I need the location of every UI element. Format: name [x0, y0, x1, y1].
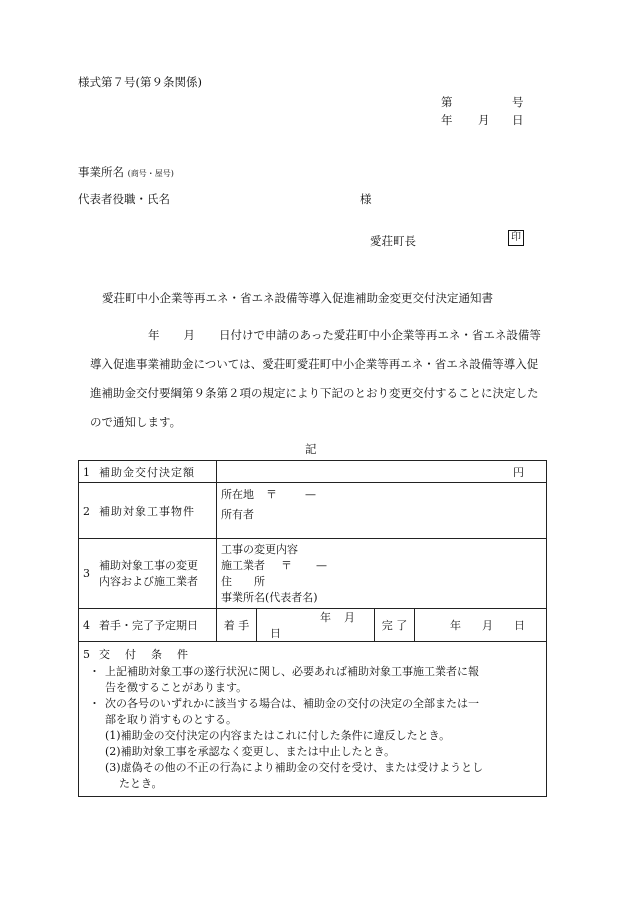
complete-month: 月 — [482, 619, 493, 632]
doc-date-year: 年 — [441, 113, 453, 127]
body-month: 月 — [183, 328, 195, 342]
bullet-2-line-1: 次の各号のいずれかに該当する場合は、補助金の交付の決定の全部または一 — [105, 697, 479, 710]
body-line-2: 導入促進事業補助金については、愛荘町愛荘町中小企業等再エネ・省エネ設備等導入促 — [90, 357, 539, 371]
work-change-content-label: 工事の変更内容 — [221, 543, 298, 556]
body-line-1-rest: 日付けで申請のあった愛荘町中小企業等再エネ・省エネ設備等 — [219, 328, 541, 342]
grant-amount-label: 補助金交付決定額 — [99, 465, 195, 479]
condition-item-1: (1)補助金の交付決定の内容またはこれに付した条件に違反したとき。 — [105, 729, 451, 742]
body-line-4: ので通知します。 — [90, 415, 182, 429]
details-table — [78, 460, 547, 797]
issuer-name: 愛荘町長 — [370, 234, 416, 248]
ki-label: 記 — [305, 442, 317, 456]
rep-title: 代表者役職・氏名 — [78, 192, 170, 206]
recipient-office-name — [78, 164, 174, 180]
bullet-mark: ・ — [89, 697, 100, 710]
condition-item-3: (3)虚偽その他の不正の行為により補助金の交付を受け、または受けようとし — [105, 761, 484, 774]
complete-date-field[interactable] — [415, 609, 547, 642]
postal-dash: — — [316, 559, 327, 572]
start-year: 年 — [320, 611, 331, 624]
doc-number-dai: 第 — [441, 95, 453, 109]
bullet-2-line-2: 部を取り消すものとする。 — [105, 713, 237, 726]
body-paragraph — [90, 321, 560, 437]
row-number: 5 — [83, 648, 90, 661]
doc-number-go: 号 — [512, 95, 524, 109]
start-label: 着 手 — [217, 609, 257, 642]
honorific: 様 — [360, 192, 372, 206]
change-content-label-1: 補助対象工事の変更 — [99, 558, 198, 572]
yen-unit: 円 — [513, 465, 524, 479]
condition-item-2: (2)補助対象工事を承認なく変更し、または中止したとき。 — [105, 745, 396, 758]
condition-bullet-2 — [83, 696, 542, 712]
condition-bullet-1 — [83, 664, 542, 680]
bullet-mark: ・ — [89, 665, 100, 678]
doc-date-month: 月 — [478, 113, 490, 127]
row-schedule — [79, 609, 547, 642]
body-line-3: 進補助金交付要綱第９条第２項の規定により下記のとおり変更交付することに決定した — [90, 386, 539, 400]
postal-mark: 〒 — [281, 559, 292, 572]
row-target-property — [79, 483, 547, 539]
row-number: 2 — [83, 504, 90, 518]
doc-date-day: 日 — [512, 113, 524, 127]
bullet-1-line-1: 上記補助対象工事の遂行状況に関し、必要あれば補助対象工事施工業者に報 — [105, 665, 479, 678]
postal-mark: 〒 — [266, 488, 277, 501]
bullet-1-line-2: 告を徴することがあります。 — [105, 681, 248, 694]
change-content-label-2: 内容および施工業者 — [99, 574, 198, 588]
complete-day: 日 — [514, 619, 525, 632]
seal-stamp: 印 — [508, 230, 524, 246]
row-number: 3 — [83, 567, 90, 580]
change-content-field[interactable] — [217, 539, 547, 609]
conditions-label: 交 付 条 件 — [99, 648, 190, 661]
owner-label: 所有者 — [221, 508, 254, 521]
body-year: 年 — [148, 328, 160, 342]
body-line-1 — [90, 321, 560, 350]
row-number: 4 — [83, 619, 90, 632]
row-conditions — [79, 642, 547, 797]
start-day: 日 — [270, 627, 281, 640]
start-date-field[interactable] — [257, 609, 375, 642]
location-label: 所在地 — [221, 488, 254, 501]
condition-item-3-line-2: たとき。 — [119, 777, 163, 790]
target-property-label: 補助対象工事物件 — [99, 504, 195, 518]
schedule-label: 着手・完了予定期日 — [99, 619, 198, 632]
office-name-note: (商号・屋号) — [127, 169, 174, 178]
row-grant-amount — [79, 461, 547, 483]
target-property-field[interactable] — [217, 483, 547, 539]
form-number: 様式第７号(第９条関係) — [78, 75, 202, 89]
postal-dash: — — [305, 488, 316, 501]
address-label: 住 所 — [221, 575, 265, 588]
office-name-label: 事業所名 — [78, 165, 124, 179]
document-title: 愛荘町中小企業等再エネ・省エネ設備等導入促進補助金変更交付決定通知書 — [102, 291, 493, 305]
row-change-content — [79, 539, 547, 609]
grant-amount-field[interactable] — [217, 461, 547, 483]
complete-year: 年 — [450, 619, 461, 632]
contractor-label: 施工業者 — [221, 559, 265, 572]
office-rep-label: 事業所名(代表者名) — [221, 591, 318, 604]
row-number: 1 — [83, 465, 90, 479]
start-month: 月 — [344, 611, 355, 624]
complete-label: 完 了 — [375, 609, 415, 642]
